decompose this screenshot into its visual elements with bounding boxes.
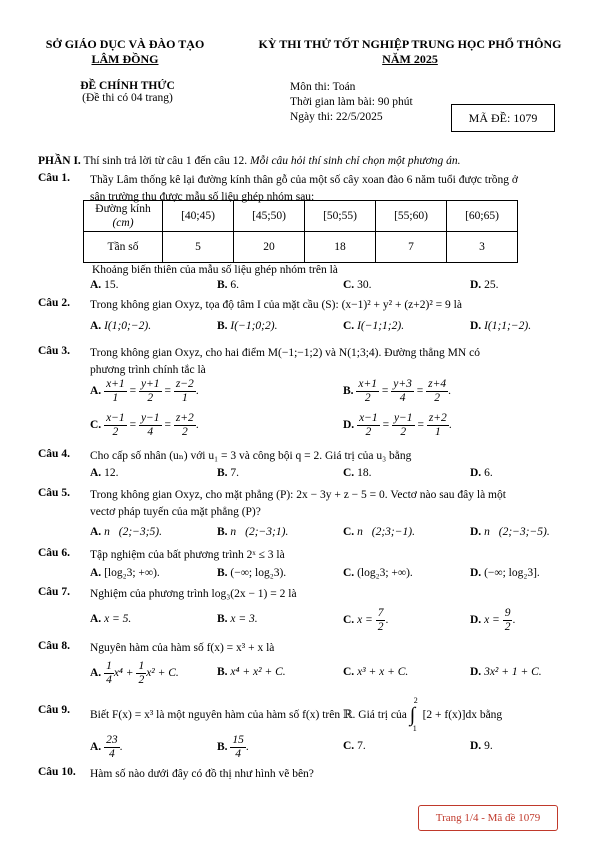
page-footer: Trang 1/4 - Mã đề 1079 xyxy=(418,805,558,831)
question-7-text: Nghiệm của phương trình log₃(2x − 1) = 2 là xyxy=(90,588,297,600)
question-3-text: Trong không gian Oxyz, cho hai điểm M(−1;−1;2) và N(1;3;4). Đường thẳng MN có phương trình chính tắc là xyxy=(90,347,480,376)
option-c[interactable]: C. x = $\frac{7}{2}$ . xyxy=(343,607,389,633)
option-d[interactable]: D. n⃗(2;−3;−5). xyxy=(470,526,550,538)
question-2-label: Câu 2. xyxy=(38,297,70,309)
option-a[interactable]: A. $\frac{1}{4}$ x⁴ + $\frac{1}{2}$ x² + C. xyxy=(90,660,179,686)
official-label: ĐỀ CHÍNH THỨC (Đề thi có 04 trang) xyxy=(80,80,175,104)
option-d[interactable]: D. (−∞; log₂3]. xyxy=(470,567,540,579)
interval-cell: [60;65) xyxy=(447,201,518,232)
question-4-label: Câu 4. xyxy=(38,448,70,460)
option-c[interactable]: C. $\frac{x-1}{2}$ = $\frac{y-1}{4}$ = $\frac{z+2}{2}$ . xyxy=(90,412,199,438)
part-instructions: PHẦN I. Thí sinh trả lời từ câu 1 đến câu 12. Mỗi câu hỏi thí sinh chỉ chọn một phương án. xyxy=(38,155,461,167)
exam-code-box: MÃ ĐỀ: 1079 xyxy=(451,104,555,132)
option-d[interactable]: D. 3x² + 1 + C. xyxy=(470,666,542,678)
question-1-prompt: Khoảng biến thiên của mẫu số liệu ghép nhóm trên là xyxy=(92,264,338,276)
question-7-label: Câu 7. xyxy=(38,586,70,598)
option-a[interactable]: A. 12. xyxy=(90,467,119,479)
exam-info: Môn thi: Toán Thời gian làm bài: 90 phút Ngày thi: 22/5/2025 xyxy=(290,81,413,123)
option-c[interactable]: C. 18. xyxy=(343,467,372,479)
option-c[interactable]: C. I(−1;1;2). xyxy=(343,320,405,332)
option-a[interactable]: A. $\frac{23}{4}$ . xyxy=(90,734,123,760)
interval-cell: [55;60) xyxy=(376,201,447,232)
freq-cell: 18 xyxy=(305,232,376,263)
option-d[interactable]: D. I(1;1;−2). xyxy=(470,320,532,332)
question-8-options xyxy=(0,660,598,690)
option-d[interactable]: D. 9. xyxy=(470,740,493,752)
option-a[interactable]: A. [log₂3; +∞). xyxy=(90,567,160,579)
option-a[interactable]: A. 15. xyxy=(90,279,119,291)
option-a[interactable]: A. n⃗(2;−3;5). xyxy=(90,526,162,538)
question-6-label: Câu 6. xyxy=(38,547,70,559)
question-8-text: Nguyên hàm của hàm số f(x) = x³ + x là xyxy=(90,642,275,654)
question-5-label: Câu 5. xyxy=(38,487,70,499)
question-8-label: Câu 8. xyxy=(38,640,70,652)
interval-cell: [45;50) xyxy=(234,201,305,232)
option-b[interactable]: B. x⁴ + x² + C. xyxy=(217,666,286,678)
interval-cell: [40;45) xyxy=(163,201,234,232)
department-name: SỞ GIÁO DỤC VÀ ĐÀO TẠO LÂM ĐỒNG xyxy=(45,37,205,66)
option-c[interactable]: C. n⃗(2;3;−1). xyxy=(343,526,415,538)
option-c[interactable]: C. x³ + x + C. xyxy=(343,666,409,678)
question-9-options xyxy=(0,734,598,764)
question-9-text: Biết F(x) = x³ là một nguyên hàm của hàm số f(x) trên ℝ. Giá trị của ∫ 2 1 [2 + f(x)]dx bằng xyxy=(90,696,503,733)
option-b[interactable]: B. x = 3. xyxy=(217,613,258,625)
option-a[interactable]: A. I(1;0;−2). xyxy=(90,320,152,332)
question-5-text: Trong không gian Oxyz, cho mặt phẳng (P): 2x − 3y + z − 5 = 0. Vectơ nào sau đây là một vectơ pháp tuyến của mặt phẳng (P)? xyxy=(90,489,506,518)
frequency-table: Đường kính (cm) [40;45) [45;50) [50;55) [55;60) [60;65) Tần số 5 20 18 7 3 xyxy=(83,200,518,263)
option-a[interactable]: A. $\frac{x+1}{1}$ = $\frac{y+1}{2}$ = $\frac{z-2}{1}$ . xyxy=(90,378,199,404)
exam-title: KỲ THI THỬ TỐT NGHIỆP TRUNG HỌC PHỔ THÔNG NĂM 2025 xyxy=(258,37,562,66)
option-b[interactable]: B. 7. xyxy=(217,467,240,479)
freq-cell: 7 xyxy=(376,232,447,263)
question-9-label: Câu 9. xyxy=(38,704,70,716)
question-10-text: Hàm số nào dưới đây có đồ thị như hình vẽ bên? xyxy=(90,768,314,780)
option-b[interactable]: B. $\frac{15}{4}$ . xyxy=(217,734,249,760)
option-b[interactable]: B. 6. xyxy=(217,279,240,291)
freq-cell: 20 xyxy=(234,232,305,263)
question-1-label: Câu 1. xyxy=(38,172,70,184)
question-10-label: Câu 10. xyxy=(38,766,76,778)
option-b[interactable]: B. n⃗(2;−3;1). xyxy=(217,526,289,538)
question-6-text: Tập nghiệm của bất phương trình 2ˣ ≤ 3 là xyxy=(90,549,285,561)
question-2-text: Trong không gian Oxyz, tọa độ tâm I của mặt cầu (S): (x−1)² + y² + (z+2)² = 9 là xyxy=(90,299,462,311)
question-3-label: Câu 3. xyxy=(38,345,70,357)
option-d[interactable]: D. 6. xyxy=(470,467,493,479)
option-b[interactable]: B. I(−1;0;2). xyxy=(217,320,278,332)
question-7-options xyxy=(0,607,598,637)
option-c[interactable]: C. 30. xyxy=(343,279,372,291)
option-d[interactable]: D. 25. xyxy=(470,279,499,291)
question-4-text: Cho cấp số nhân (uₙ) với u₁ = 3 và công bội q = 2. Giá trị của u₃ bằng xyxy=(90,450,412,462)
question-1-text: Thầy Lâm thống kê lại đường kính thân gỗ của một số cây xoan đào 6 năm tuổi được trồng ở sân trường thu được mẫu số liệu ghép nhóm sau: xyxy=(90,174,519,203)
option-c[interactable]: C. (log₂3; +∞). xyxy=(343,567,413,579)
freq-cell: 3 xyxy=(447,232,518,263)
option-b[interactable]: B. $\frac{x+1}{2}$ = $\frac{y+3}{4}$ = $\frac{z+4}{2}$ . xyxy=(343,378,452,404)
interval-cell: [50;55) xyxy=(305,201,376,232)
option-d[interactable]: D. x = $\frac{9}{2}$ . xyxy=(470,607,516,633)
option-a[interactable]: A. x = 5. xyxy=(90,613,132,625)
option-d[interactable]: D. $\frac{x-1}{2}$ = $\frac{y-1}{2}$ = $\frac{z+2}{1}$ . xyxy=(343,412,452,438)
integral-sign: ∫ 2 1 xyxy=(409,696,418,733)
option-c[interactable]: C. 7. xyxy=(343,740,366,752)
freq-cell: 5 xyxy=(163,232,234,263)
option-b[interactable]: B. (−∞; log₂3). xyxy=(217,567,287,579)
